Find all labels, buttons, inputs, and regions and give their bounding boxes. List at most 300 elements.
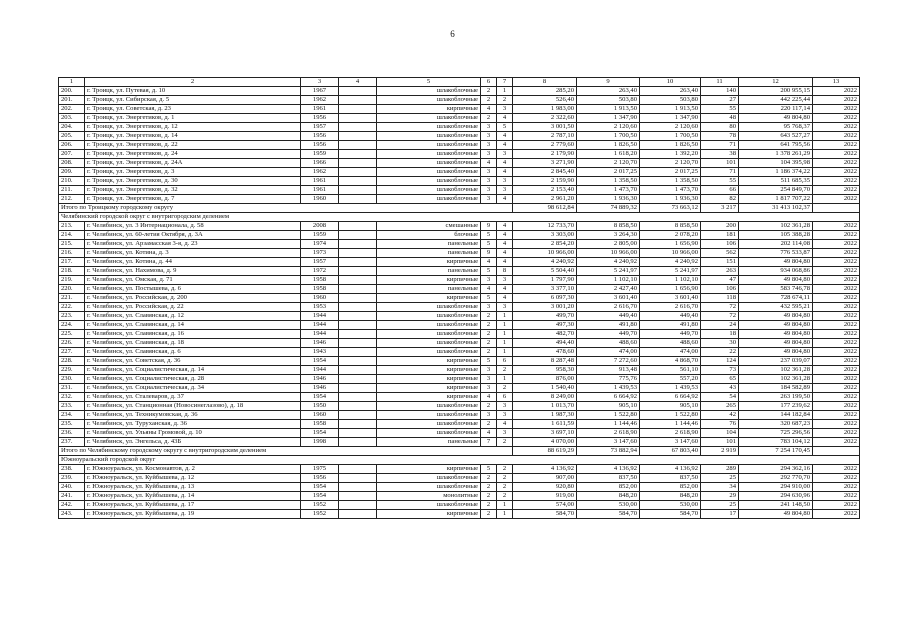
cell-total-area: 4 070,00 — [513, 438, 577, 447]
cell-year: 2022 — [813, 168, 860, 177]
table-row — [59, 393, 860, 402]
cell-wall-material: кирпичные — [377, 276, 481, 285]
cell-area-value-9: 7 272,60 — [577, 357, 640, 366]
cell-floors: 2 — [481, 402, 497, 411]
cell-total-area: 1 013,70 — [513, 402, 577, 411]
table-row — [59, 294, 860, 303]
cell-year-built: 1954 — [301, 429, 339, 438]
cell-year: 2022 — [813, 177, 860, 186]
cell-wall-material: кирпичные — [377, 375, 481, 384]
table-row — [59, 375, 860, 384]
cell-cost: 432 595,21 — [739, 303, 813, 312]
housing-register-table — [58, 77, 860, 519]
cell-year-built: 1967 — [301, 87, 339, 96]
cell-year: 2022 — [813, 195, 860, 204]
cell-residents: 47 — [701, 276, 739, 285]
cell-floors: 3 — [481, 123, 497, 132]
cell-entrances: 2 — [497, 366, 513, 375]
cell-col-4 — [339, 321, 377, 330]
cell-year: 2022 — [813, 321, 860, 330]
cell-area-value-9: 1 144,46 — [577, 420, 640, 429]
cell-year: 2022 — [813, 114, 860, 123]
cell-year-built: 1998 — [301, 438, 339, 447]
cell-residents: 18 — [701, 330, 739, 339]
cell-col-4 — [339, 303, 377, 312]
cell-residents: 151 — [701, 258, 739, 267]
cell-floors: 2 — [481, 501, 497, 510]
cell-entrances: 1 — [497, 312, 513, 321]
cell-cost: 49 804,80 — [739, 339, 813, 348]
cell-total-area: 1 611,59 — [513, 420, 577, 429]
cell-floors: 4 — [481, 393, 497, 402]
total-value: 73 663,12 — [640, 204, 701, 213]
cell-entrances: 8 — [497, 267, 513, 276]
cell-col-4 — [339, 249, 377, 258]
cell-area-value-9: 3 147,60 — [577, 438, 640, 447]
cell-area-value-10: 2 120,60 — [640, 123, 701, 132]
cell-year-built: 1956 — [301, 141, 339, 150]
cell-year-built: 1954 — [301, 492, 339, 501]
cell-area-value-10: 852,00 — [640, 483, 701, 492]
cell-year-built: 1961 — [301, 186, 339, 195]
cell-address: г. Южноуральск, ул. Космонавтов, д. 2 — [85, 465, 301, 474]
cell-residents: 65 — [701, 375, 739, 384]
cell-row-number: 217. — [59, 258, 85, 267]
cell-address: г. Челябинск, ул. Социалистическая, д. 14 — [85, 366, 301, 375]
total-label: Итого по Троицкому городскому округу — [59, 204, 513, 213]
cell-address: г. Челябинск, ул. Котина, д. 44 — [85, 258, 301, 267]
cell-row-number: 215. — [59, 240, 85, 249]
cell-area-value-10: 584,70 — [640, 510, 701, 519]
cell-total-area: 494,40 — [513, 339, 577, 348]
cell-entrances: 3 — [497, 429, 513, 438]
cell-year: 2022 — [813, 105, 860, 114]
cell-wall-material: кирпичные — [377, 366, 481, 375]
cell-year-built: 1956 — [301, 132, 339, 141]
cell-total-area: 919,00 — [513, 492, 577, 501]
table-row — [59, 339, 860, 348]
cell-cost: 934 068,86 — [739, 267, 813, 276]
cell-address: г. Челябинск, ул. Славянская, д. 14 — [85, 321, 301, 330]
cell-row-number: 201. — [59, 96, 85, 105]
cell-area-value-9: 1 439,53 — [577, 384, 640, 393]
cell-address: г. Троицк, ул. Сибирская, д. 5 — [85, 96, 301, 105]
cell-col-4 — [339, 375, 377, 384]
cell-area-value-10: 1 439,53 — [640, 384, 701, 393]
table-row — [59, 321, 860, 330]
cell-year-built: 1959 — [301, 150, 339, 159]
cell-col-4 — [339, 231, 377, 240]
cell-floors: 2 — [481, 114, 497, 123]
cell-total-area: 958,30 — [513, 366, 577, 375]
cell-area-value-9: 1 358,50 — [577, 177, 640, 186]
cell-area-value-9: 1 473,70 — [577, 186, 640, 195]
total-value: 67 803,40 — [640, 447, 701, 456]
cell-year: 2022 — [813, 285, 860, 294]
cell-area-value-9: 1 913,50 — [577, 105, 640, 114]
table-row — [59, 141, 860, 150]
cell-total-area: 3 697,10 — [513, 429, 577, 438]
cell-year: 2022 — [813, 294, 860, 303]
cell-area-value-9: 4 136,92 — [577, 465, 640, 474]
cell-address: г. Троицк, ул. Советская, д. 23 — [85, 105, 301, 114]
cell-address: г. Троицк, ул. Путевая, д. 10 — [85, 87, 301, 96]
cell-area-value-10: 837,50 — [640, 474, 701, 483]
cell-wall-material: кирпичные — [377, 294, 481, 303]
cell-wall-material: кирпичные — [377, 384, 481, 393]
table-row — [59, 402, 860, 411]
cell-total-area: 6 097,30 — [513, 294, 577, 303]
cell-year-built: 1952 — [301, 510, 339, 519]
cell-address: г. Челябинск, ул. Туруханская, д. 36 — [85, 420, 301, 429]
table-row — [59, 501, 860, 510]
cell-year-built: 1944 — [301, 366, 339, 375]
cell-wall-material: шлакоблочные — [377, 195, 481, 204]
cell-area-value-10: 2 078,20 — [640, 231, 701, 240]
cell-entrances: 3 — [497, 186, 513, 195]
table-row — [59, 492, 860, 501]
cell-col-4 — [339, 159, 377, 168]
cell-residents: 101 — [701, 159, 739, 168]
cell-year: 2022 — [813, 159, 860, 168]
table-row — [59, 132, 860, 141]
table-row — [59, 483, 860, 492]
cell-row-number: 224. — [59, 321, 85, 330]
table-row — [59, 276, 860, 285]
cell-total-area: 499,70 — [513, 312, 577, 321]
cell-floors: 2 — [481, 420, 497, 429]
cell-residents: 106 — [701, 240, 739, 249]
cell-area-value-10: 5 241,97 — [640, 267, 701, 276]
cell-area-value-9: 837,50 — [577, 474, 640, 483]
cell-row-number: 238. — [59, 465, 85, 474]
cell-total-area: 478,60 — [513, 348, 577, 357]
cell-row-number: 216. — [59, 249, 85, 258]
cell-entrances: 3 — [497, 411, 513, 420]
cell-total-area: 2 322,60 — [513, 114, 577, 123]
cell-area-value-10: 557,20 — [640, 375, 701, 384]
cell-col-4 — [339, 240, 377, 249]
table-row — [59, 438, 860, 447]
cell-wall-material: шлакоблочные — [377, 321, 481, 330]
cell-cost: 49 804,80 — [739, 258, 813, 267]
cell-floors: 2 — [481, 321, 497, 330]
cell-cost: 49 804,80 — [739, 348, 813, 357]
cell-floors: 2 — [481, 96, 497, 105]
cell-wall-material: шлакоблочные — [377, 96, 481, 105]
cell-residents: 72 — [701, 312, 739, 321]
cell-area-value-10: 848,20 — [640, 492, 701, 501]
cell-residents: 48 — [701, 114, 739, 123]
cell-year-built: 1946 — [301, 384, 339, 393]
cell-address: г. Челябинск, ул. Российская, д. 22 — [85, 303, 301, 312]
cell-total-area: 4 136,92 — [513, 465, 577, 474]
cell-wall-material: смешанные — [377, 222, 481, 231]
cell-wall-material: шлакоблочные — [377, 339, 481, 348]
cell-wall-material: шлакоблочные — [377, 420, 481, 429]
cell-residents: 25 — [701, 501, 739, 510]
cell-area-value-10: 1 936,30 — [640, 195, 701, 204]
cell-year: 2022 — [813, 231, 860, 240]
cell-cost: 294 630,96 — [739, 492, 813, 501]
cell-address: г. Челябинск, ул. Ульяны Громовой, д. 10 — [85, 429, 301, 438]
cell-wall-material: кирпичные — [377, 465, 481, 474]
cell-year: 2022 — [813, 429, 860, 438]
cell-cost: 320 687,23 — [739, 420, 813, 429]
cell-address: г. Троицк, ул. Энергетиков, д. 14 — [85, 132, 301, 141]
cell-total-area: 3 377,10 — [513, 285, 577, 294]
table-row — [59, 150, 860, 159]
header-col-13: 13 — [813, 78, 860, 87]
total-value: 31 413 102,37 — [739, 204, 813, 213]
cell-floors: 5 — [481, 294, 497, 303]
header-col-12: 12 — [739, 78, 813, 87]
cell-wall-material: кирпичные — [377, 393, 481, 402]
cell-year-built: 1956 — [301, 114, 339, 123]
cell-row-number: 229. — [59, 366, 85, 375]
cell-entrances: 4 — [497, 132, 513, 141]
header-col-4: 4 — [339, 78, 377, 87]
cell-area-value-9: 1 936,30 — [577, 195, 640, 204]
cell-area-value-9: 449,70 — [577, 330, 640, 339]
cell-col-4 — [339, 96, 377, 105]
cell-total-area: 10 966,00 — [513, 249, 577, 258]
cell-entrances: 5 — [497, 123, 513, 132]
cell-entrances: 6 — [497, 393, 513, 402]
cell-floors: 4 — [481, 258, 497, 267]
cell-year-built: 1946 — [301, 339, 339, 348]
cell-entrances: 4 — [497, 231, 513, 240]
cell-year: 2022 — [813, 501, 860, 510]
cell-year: 2022 — [813, 402, 860, 411]
table-row — [59, 474, 860, 483]
cell-area-value-9: 2 017,25 — [577, 168, 640, 177]
cell-wall-material: шлакоблочные — [377, 501, 481, 510]
cell-address: г. Троицк, ул. Энергетиков, д. 22 — [85, 141, 301, 150]
table-row — [59, 240, 860, 249]
cell-area-value-10: 1 144,46 — [640, 420, 701, 429]
cell-area-value-10: 491,80 — [640, 321, 701, 330]
cell-wall-material: шлакоблочные — [377, 159, 481, 168]
cell-row-number: 233. — [59, 402, 85, 411]
column-number-header-row — [59, 78, 860, 87]
header-col-7: 7 — [497, 78, 513, 87]
table-row — [59, 159, 860, 168]
cell-cost: 102 361,28 — [739, 375, 813, 384]
cell-row-number: 222. — [59, 303, 85, 312]
cell-year: 2022 — [813, 150, 860, 159]
table-row — [59, 177, 860, 186]
table-row — [59, 384, 860, 393]
header-col-3: 3 — [301, 78, 339, 87]
cell-total-area: 2 787,10 — [513, 132, 577, 141]
cell-address: г. Южноуральск, ул. Куйбышева, д. 12 — [85, 474, 301, 483]
cell-total-area: 5 504,40 — [513, 267, 577, 276]
cell-residents: 17 — [701, 510, 739, 519]
cell-year-built: 1960 — [301, 195, 339, 204]
table-row — [59, 105, 860, 114]
cell-wall-material: панельные — [377, 240, 481, 249]
cell-year: 2022 — [813, 465, 860, 474]
cell-row-number: 221. — [59, 294, 85, 303]
cell-floors: 4 — [481, 159, 497, 168]
cell-year: 2022 — [813, 483, 860, 492]
cell-cost: 254 849,70 — [739, 186, 813, 195]
cell-wall-material: шлакоблочные — [377, 402, 481, 411]
total-empty-cell — [813, 204, 860, 213]
cell-entrances: 4 — [497, 159, 513, 168]
cell-residents: 66 — [701, 186, 739, 195]
cell-entrances: 3 — [497, 276, 513, 285]
cell-floors: 5 — [481, 231, 497, 240]
cell-entrances: 2 — [497, 384, 513, 393]
table-row — [59, 420, 860, 429]
cell-address: г. Троицк, ул. Энергетиков, д. 24А — [85, 159, 301, 168]
cell-entrances: 2 — [497, 96, 513, 105]
cell-area-value-9: 263,40 — [577, 87, 640, 96]
cell-cost: 1 186 374,22 — [739, 168, 813, 177]
cell-row-number: 240. — [59, 483, 85, 492]
cell-row-number: 242. — [59, 501, 85, 510]
cell-col-4 — [339, 357, 377, 366]
cell-area-value-10: 1 826,50 — [640, 141, 701, 150]
total-value: 7 254 170,45 — [739, 447, 813, 456]
cell-col-4 — [339, 294, 377, 303]
cell-row-number: 236. — [59, 429, 85, 438]
cell-total-area: 920,80 — [513, 483, 577, 492]
cell-col-4 — [339, 177, 377, 186]
cell-col-4 — [339, 420, 377, 429]
cell-address: г. Челябинск, ул. Энгельса, д. 43Б — [85, 438, 301, 447]
cell-year: 2022 — [813, 141, 860, 150]
cell-entrances: 1 — [497, 330, 513, 339]
cell-wall-material: кирпичные — [377, 510, 481, 519]
cell-area-value-10: 2 618,90 — [640, 429, 701, 438]
cell-year-built: 1946 — [301, 375, 339, 384]
cell-residents: 42 — [701, 411, 739, 420]
cell-floors: 3 — [481, 195, 497, 204]
total-value: 3 217 — [701, 204, 739, 213]
cell-area-value-9: 1 826,50 — [577, 141, 640, 150]
cell-row-number: 235. — [59, 420, 85, 429]
cell-wall-material: кирпичные — [377, 258, 481, 267]
cell-total-area: 2 779,60 — [513, 141, 577, 150]
cell-cost: 294 910,00 — [739, 483, 813, 492]
cell-area-value-10: 449,70 — [640, 330, 701, 339]
cell-year: 2022 — [813, 384, 860, 393]
cell-year-built: 1960 — [301, 294, 339, 303]
header-col-9: 9 — [577, 78, 640, 87]
cell-area-value-10: 2 120,70 — [640, 159, 701, 168]
cell-col-4 — [339, 186, 377, 195]
cell-floors: 5 — [481, 240, 497, 249]
cell-year-built: 1960 — [301, 411, 339, 420]
cell-entrances: 4 — [497, 249, 513, 258]
cell-address: г. Челябинск, ул. Станционная (Новосинеглазово), д. 18 — [85, 402, 301, 411]
cell-cost: 49 804,80 — [739, 276, 813, 285]
cell-row-number: 223. — [59, 312, 85, 321]
table-row — [59, 267, 860, 276]
cell-floors: 9 — [481, 222, 497, 231]
total-label: Итого по Челябинскому городскому округу с внутригородским делением — [59, 447, 513, 456]
cell-area-value-10: 561,10 — [640, 366, 701, 375]
cell-area-value-9: 775,76 — [577, 375, 640, 384]
cell-entrances: 1 — [497, 348, 513, 357]
cell-cost: 1 378 261,29 — [739, 150, 813, 159]
cell-area-value-10: 474,00 — [640, 348, 701, 357]
cell-wall-material: панельные — [377, 267, 481, 276]
cell-row-number: 228. — [59, 357, 85, 366]
cell-cost: 177 239,62 — [739, 402, 813, 411]
cell-area-value-10: 1 347,90 — [640, 114, 701, 123]
header-col-8: 8 — [513, 78, 577, 87]
cell-row-number: 243. — [59, 510, 85, 519]
cell-area-value-10: 4 240,92 — [640, 258, 701, 267]
cell-residents: 27 — [701, 96, 739, 105]
table-row — [59, 357, 860, 366]
cell-row-number: 204. — [59, 123, 85, 132]
cell-cost: 200 955,15 — [739, 87, 813, 96]
table-row — [59, 195, 860, 204]
table-row — [59, 87, 860, 96]
cell-col-4 — [339, 150, 377, 159]
cell-area-value-10: 263,40 — [640, 87, 701, 96]
cell-address: г. Челябинск, ул. 3 Интернационала, д. 58 — [85, 222, 301, 231]
cell-residents: 54 — [701, 393, 739, 402]
cell-area-value-10: 488,60 — [640, 339, 701, 348]
cell-wall-material: шлакоблочные — [377, 114, 481, 123]
cell-row-number: 205. — [59, 132, 85, 141]
cell-area-value-10: 1 522,80 — [640, 411, 701, 420]
cell-year: 2022 — [813, 258, 860, 267]
cell-entrances: 1 — [497, 501, 513, 510]
cell-cost: 49 804,80 — [739, 321, 813, 330]
cell-residents: 55 — [701, 177, 739, 186]
cell-floors: 5 — [481, 267, 497, 276]
cell-col-4 — [339, 483, 377, 492]
cell-total-area: 574,00 — [513, 501, 577, 510]
cell-area-value-9: 3 264,30 — [577, 231, 640, 240]
cell-entrances: 2 — [497, 483, 513, 492]
cell-row-number: 237. — [59, 438, 85, 447]
cell-cost: 728 674,11 — [739, 294, 813, 303]
cell-address: г. Троицк, ул. Энергетиков, д. 24 — [85, 150, 301, 159]
cell-year: 2022 — [813, 267, 860, 276]
cell-residents: 181 — [701, 231, 739, 240]
cell-cost: 776 533,87 — [739, 249, 813, 258]
table-row — [59, 285, 860, 294]
cell-area-value-9: 905,10 — [577, 402, 640, 411]
total-row — [59, 204, 860, 213]
cell-entrances: 1 — [497, 375, 513, 384]
cell-wall-material: блочные — [377, 231, 481, 240]
cell-col-4 — [339, 195, 377, 204]
cell-area-value-9: 474,00 — [577, 348, 640, 357]
cell-row-number: 226. — [59, 339, 85, 348]
cell-address: г. Южноуральск, ул. Куйбышева, д. 19 — [85, 510, 301, 519]
cell-year: 2022 — [813, 411, 860, 420]
cell-total-area: 2 854,20 — [513, 240, 577, 249]
cell-residents: 263 — [701, 267, 739, 276]
cell-area-value-10: 1 656,90 — [640, 285, 701, 294]
cell-wall-material: шлакоблочные — [377, 348, 481, 357]
cell-entrances: 4 — [497, 114, 513, 123]
cell-entrances: 3 — [497, 177, 513, 186]
cell-year-built: 1961 — [301, 105, 339, 114]
cell-floors: 3 — [481, 303, 497, 312]
cell-entrances: 4 — [497, 141, 513, 150]
cell-total-area: 907,00 — [513, 474, 577, 483]
